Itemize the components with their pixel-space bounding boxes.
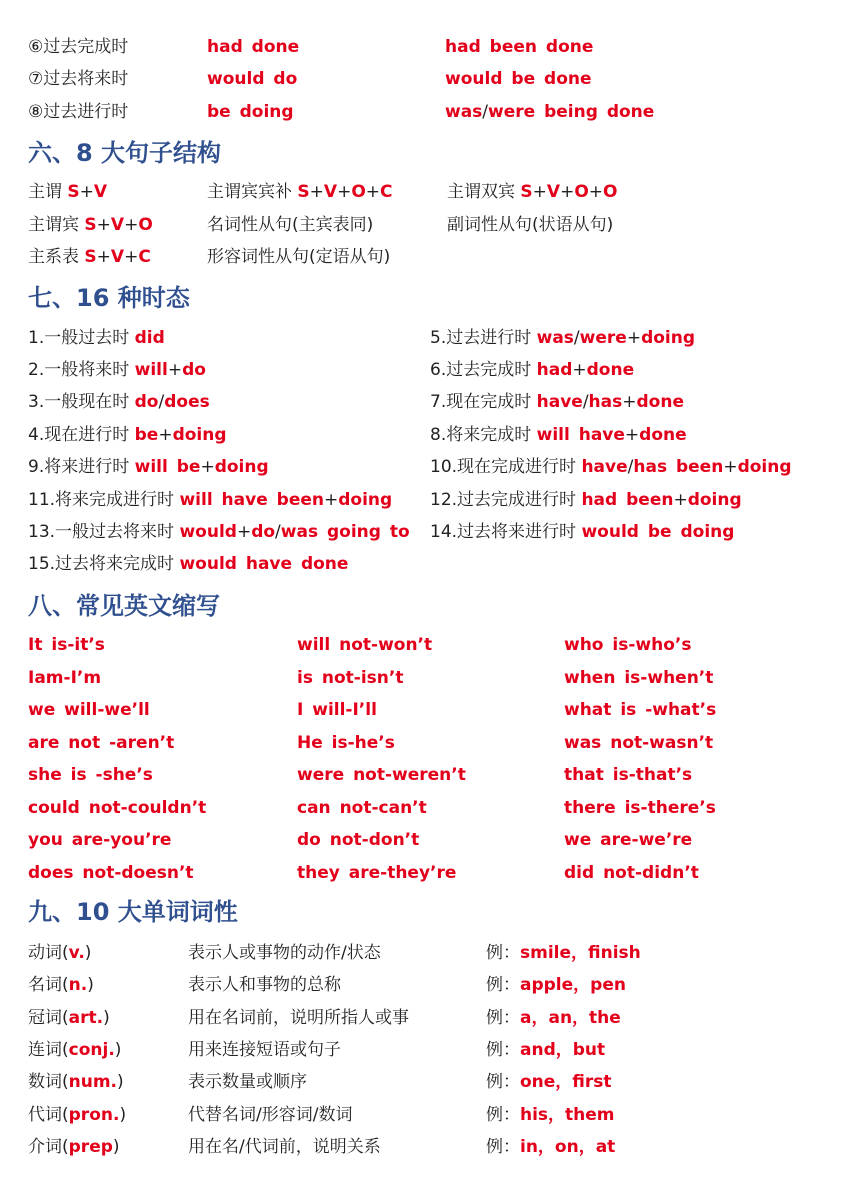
formula-part: S <box>297 182 310 202</box>
contraction-item: is not-isn’t <box>297 667 404 688</box>
passive-form <box>445 96 654 128</box>
tense-form: was <box>536 328 574 348</box>
example-label: 例： <box>486 1104 520 1125</box>
pos-description: 用在名/代词前，说明关系 <box>188 1136 381 1157</box>
passive-form: had been done <box>445 37 594 57</box>
example-words: one，first <box>520 1072 612 1093</box>
pos-label: ) <box>112 1136 120 1157</box>
tense-row <box>0 322 850 354</box>
tense-form: be <box>134 425 159 445</box>
part-of-speech-name <box>28 969 94 1001</box>
tense-name: ⑥过去完成时 <box>28 37 129 57</box>
example-label: 例： <box>486 975 520 996</box>
contraction-row <box>0 662 850 694</box>
contraction-item: you are-you’re <box>28 830 172 850</box>
active-form: be doing <box>207 102 294 122</box>
tense-voice-row <box>0 96 850 128</box>
separator: / <box>158 392 165 412</box>
tense-form: would have done <box>179 554 349 574</box>
plus-sign: + <box>560 182 575 202</box>
separator: + <box>167 360 183 380</box>
part-of-speech-row <box>0 937 850 969</box>
contraction-item: she is -she’s <box>28 765 153 785</box>
contraction-item: Iam-I’m <box>28 667 102 688</box>
tense-item <box>430 386 684 418</box>
tense-item <box>28 322 165 354</box>
structure-item: 形容词性从句(定语从句) <box>207 247 391 267</box>
tense-item <box>28 484 392 516</box>
structure-item <box>28 176 107 208</box>
tense-voice-row <box>0 31 850 63</box>
tense-item <box>28 451 269 483</box>
pos-description: 表示人或事物的动作/状态 <box>188 943 381 963</box>
contraction-row <box>0 694 850 726</box>
pos-description: 用在名词前，说明所指人或事 <box>188 1007 409 1028</box>
pos-abbr: num. <box>68 1072 118 1093</box>
formula-part: O <box>351 182 366 202</box>
tense-form: would <box>179 522 237 542</box>
tense-row <box>0 484 850 516</box>
contraction-row <box>0 759 850 791</box>
tense-label: 7.现在完成时 <box>430 392 537 412</box>
tense-form: will have been <box>179 490 324 510</box>
pos-label: ) <box>87 975 94 996</box>
example-label: 例： <box>486 1136 520 1157</box>
tense-row <box>0 451 850 483</box>
tense-label: 6.过去完成时 <box>430 360 537 380</box>
tense-form: done <box>636 392 684 412</box>
tense-label: 8.将来完成时 <box>430 425 537 445</box>
tense-row <box>0 548 850 580</box>
pos-example <box>486 1066 612 1098</box>
part-of-speech-row <box>0 969 850 1001</box>
contraction-row <box>0 857 850 889</box>
tense-form: doing <box>172 425 227 445</box>
contraction-item: they are-they’re <box>297 862 457 883</box>
formula-part: S <box>520 182 533 202</box>
tense-label: 5.过去进行时 <box>430 328 537 348</box>
pos-description: 表示数量或顺序 <box>188 1072 307 1093</box>
pos-label: 冠词( <box>28 1007 69 1028</box>
tense-form: have <box>581 457 628 477</box>
pos-example <box>486 1034 605 1066</box>
section-heading-contractions: 八、常见英文缩写 <box>28 592 220 620</box>
structure-label: 主谓宾宾补 <box>207 182 298 202</box>
formula-part: S <box>84 215 97 235</box>
part-of-speech-row <box>0 1066 850 1098</box>
contraction-item: can not-can’t <box>297 797 427 818</box>
plus-sign: + <box>124 247 139 267</box>
pos-abbr: art. <box>68 1007 104 1028</box>
structure-item: 名词性从句(主宾表同) <box>207 215 374 235</box>
separator: / <box>573 328 580 348</box>
separator: + <box>622 392 637 412</box>
separator: + <box>572 360 587 380</box>
structure-label: 主系表 <box>28 247 85 267</box>
part-of-speech-name <box>28 1066 124 1098</box>
tense-voice-row <box>0 63 850 95</box>
tense-form: doing <box>737 457 792 477</box>
tense-row <box>0 419 850 451</box>
formula-part: C <box>138 247 151 267</box>
contraction-item: we will-we’ll <box>28 700 150 720</box>
separator: + <box>324 490 339 510</box>
pos-example <box>486 1002 621 1034</box>
pos-label: ) <box>119 1104 127 1125</box>
tense-label: 3.一般现在时 <box>28 392 135 412</box>
contraction-row <box>0 629 850 661</box>
structure-item <box>28 241 151 273</box>
formula-part: O <box>603 182 618 202</box>
separator: + <box>624 425 640 445</box>
tense-item <box>430 484 742 516</box>
formula-part: S <box>67 182 80 202</box>
tense-form: will be <box>134 457 201 477</box>
structure-item <box>207 176 393 208</box>
tense-row <box>0 354 850 386</box>
tense-form: did <box>134 328 165 348</box>
tense-item <box>430 354 634 386</box>
tense-form: has <box>588 392 623 412</box>
pos-label: ) <box>114 1039 122 1060</box>
pos-example <box>486 969 626 1001</box>
example-words: apple，pen <box>520 975 626 996</box>
plus-sign: + <box>588 182 604 202</box>
example-label: 例： <box>486 1072 520 1093</box>
active-form: would do <box>207 69 298 89</box>
tense-name: ⑧过去进行时 <box>28 102 129 122</box>
pos-label: 名词( <box>28 975 69 996</box>
tense-form: have <box>536 392 583 412</box>
pos-label: 连词( <box>28 1039 69 1060</box>
tense-item <box>28 516 410 548</box>
formula-part: V <box>110 247 125 267</box>
structure-row <box>0 241 850 273</box>
plus-sign: + <box>96 247 111 267</box>
contraction-item: will not-won’t <box>297 635 433 655</box>
tense-form: doing <box>641 328 696 348</box>
pos-description: 用来连接短语或句子 <box>188 1039 341 1060</box>
contraction-item: are not -aren’t <box>28 732 175 753</box>
tense-form: would be doing <box>581 522 735 542</box>
tense-form: does <box>164 392 210 412</box>
tense-form: doing <box>338 490 393 510</box>
tense-label: 10.现在完成进行时 <box>430 457 582 477</box>
tense-label: 9.将来进行时 <box>28 457 135 477</box>
tense-form: done <box>586 360 635 380</box>
tense-label: 2.一般将来时 <box>28 360 135 380</box>
passive-form: would be done <box>445 69 592 89</box>
tense-form: done <box>639 425 687 445</box>
part-of-speech-name <box>28 1034 121 1066</box>
separator: / <box>482 102 489 122</box>
tense-form: had <box>536 360 573 380</box>
example-words: and，but <box>520 1039 606 1060</box>
plus-sign: + <box>337 182 352 202</box>
plus-sign: + <box>96 215 111 235</box>
separator: / <box>275 522 281 542</box>
pos-description: 表示人和事物的总称 <box>188 975 341 996</box>
tense-form: do <box>251 522 276 542</box>
contraction-item: when is-when’t <box>564 667 714 688</box>
part-of-speech-name <box>28 1099 126 1131</box>
part-of-speech-name <box>28 1002 110 1034</box>
structure-label: 主谓双宾 <box>447 182 521 202</box>
part-of-speech-row <box>0 1131 850 1163</box>
separator: / <box>627 457 634 477</box>
tense-form: will have <box>536 425 625 445</box>
formula-part: V <box>110 215 125 235</box>
separator: + <box>626 328 642 348</box>
tense-form: were <box>579 328 627 348</box>
example-words: his，them <box>520 1104 615 1125</box>
separator: + <box>723 457 738 477</box>
contraction-item: do not-don’t <box>297 830 420 850</box>
contraction-row <box>0 792 850 824</box>
pos-label: 数词( <box>28 1072 69 1093</box>
plus-sign: + <box>79 182 94 202</box>
contraction-item: we are-we’re <box>564 830 693 850</box>
pos-abbr: v. <box>68 943 85 963</box>
pos-example <box>486 1099 615 1131</box>
separator: / <box>582 392 589 412</box>
tense-label: 11.将来完成进行时 <box>28 490 180 510</box>
contraction-item: did not-didn’t <box>564 862 699 883</box>
section-heading-tenses: 七、16 种时态 <box>28 284 190 312</box>
plus-sign: + <box>309 182 324 202</box>
contraction-row <box>0 824 850 856</box>
separator: + <box>236 522 252 542</box>
pos-label: 代词( <box>28 1104 69 1125</box>
formula-part: V <box>546 182 561 202</box>
active-form: had done <box>207 37 300 57</box>
tense-item <box>28 386 210 418</box>
tense-label: 4.现在进行时 <box>28 425 135 445</box>
contraction-item: there is-there’s <box>564 797 716 818</box>
tense-label: 1.一般过去时 <box>28 328 135 348</box>
contraction-item: was not-wasn’t <box>564 732 714 753</box>
tense-form: has been <box>633 457 724 477</box>
tense-item <box>28 548 348 580</box>
contraction-item: could not-couldn’t <box>28 797 207 818</box>
contraction-item: that is-that’s <box>564 765 693 785</box>
pos-example <box>486 1131 615 1163</box>
structure-row <box>0 209 850 241</box>
example-words: a，an，the <box>520 1007 621 1028</box>
formula-part: S <box>84 247 97 267</box>
tense-label: 12.过去完成进行时 <box>430 490 582 510</box>
contraction-row <box>0 727 850 759</box>
tense-form: was going to <box>280 522 410 542</box>
plus-sign: + <box>365 182 381 202</box>
tense-item <box>430 419 687 451</box>
plus-sign: + <box>124 215 139 235</box>
example-words: in，on，at <box>520 1136 616 1157</box>
structure-item: 副词性从句(状语从句) <box>447 215 614 235</box>
tense-item <box>430 451 792 483</box>
tense-form: had been <box>581 490 674 510</box>
tense-item <box>28 419 227 451</box>
formula-part: V <box>93 182 108 202</box>
pos-abbr: prep <box>68 1136 113 1157</box>
tense-row <box>0 516 850 548</box>
contraction-item: He is-he’s <box>297 732 395 753</box>
formula-part: O <box>574 182 589 202</box>
pos-abbr: n. <box>68 975 88 996</box>
formula-part: V <box>323 182 338 202</box>
separator: + <box>158 425 173 445</box>
formula-part: O <box>138 215 153 235</box>
tense-label: 15.过去将来完成时 <box>28 554 180 574</box>
passive-part: was <box>445 102 483 122</box>
contraction-item: I will-I’ll <box>297 700 377 720</box>
tense-item <box>430 322 695 354</box>
part-of-speech-name <box>28 1131 120 1163</box>
structure-label: 主谓 <box>28 182 68 202</box>
example-label: 例： <box>486 943 520 963</box>
structure-item <box>28 209 153 241</box>
contraction-item: were not-weren’t <box>297 765 466 785</box>
contraction-item: what is -what’s <box>564 700 717 720</box>
pos-description: 代替名词/形容词/数词 <box>188 1104 353 1125</box>
pos-abbr: pron. <box>68 1104 120 1125</box>
example-label: 例： <box>486 1039 520 1060</box>
pos-abbr: conj. <box>68 1039 115 1060</box>
contraction-item: It is-it’s <box>28 635 105 655</box>
pos-label: ) <box>84 943 92 963</box>
part-of-speech-name <box>28 937 91 969</box>
tense-form: will <box>134 360 168 380</box>
part-of-speech-row <box>0 1034 850 1066</box>
section-heading-sentence-structures: 六、8 大句子结构 <box>28 139 222 167</box>
pos-example <box>486 937 641 969</box>
tense-form: doing <box>214 457 269 477</box>
structure-row <box>0 176 850 208</box>
formula-part: C <box>380 182 393 202</box>
example-words: smile，finish <box>520 943 641 963</box>
contraction-item: does not-doesn’t <box>28 862 194 883</box>
pos-label: ) <box>117 1072 124 1093</box>
contraction-item: who is-who’s <box>564 635 692 655</box>
pos-label: 动词( <box>28 943 69 963</box>
tense-item <box>28 354 206 386</box>
separator: + <box>200 457 215 477</box>
tense-row <box>0 386 850 418</box>
example-label: 例： <box>486 1007 520 1028</box>
separator: + <box>673 490 688 510</box>
part-of-speech-row <box>0 1099 850 1131</box>
tense-name: ⑦过去将来时 <box>28 69 129 89</box>
structure-label: 主谓宾 <box>28 215 85 235</box>
pos-label: 介词( <box>28 1136 69 1157</box>
section-heading-parts-of-speech: 九、10 大单词词性 <box>28 898 238 926</box>
tense-form: do <box>134 392 159 412</box>
tense-label: 13.一般过去将来时 <box>28 522 180 542</box>
pos-label: ) <box>103 1007 110 1028</box>
structure-item <box>447 176 617 208</box>
tense-label: 14.过去将来进行时 <box>430 522 582 542</box>
tense-form: do <box>182 360 206 380</box>
tense-form: doing <box>687 490 742 510</box>
passive-part: were being done <box>488 102 655 122</box>
part-of-speech-row <box>0 1002 850 1034</box>
plus-sign: + <box>532 182 547 202</box>
tense-item <box>430 516 734 548</box>
